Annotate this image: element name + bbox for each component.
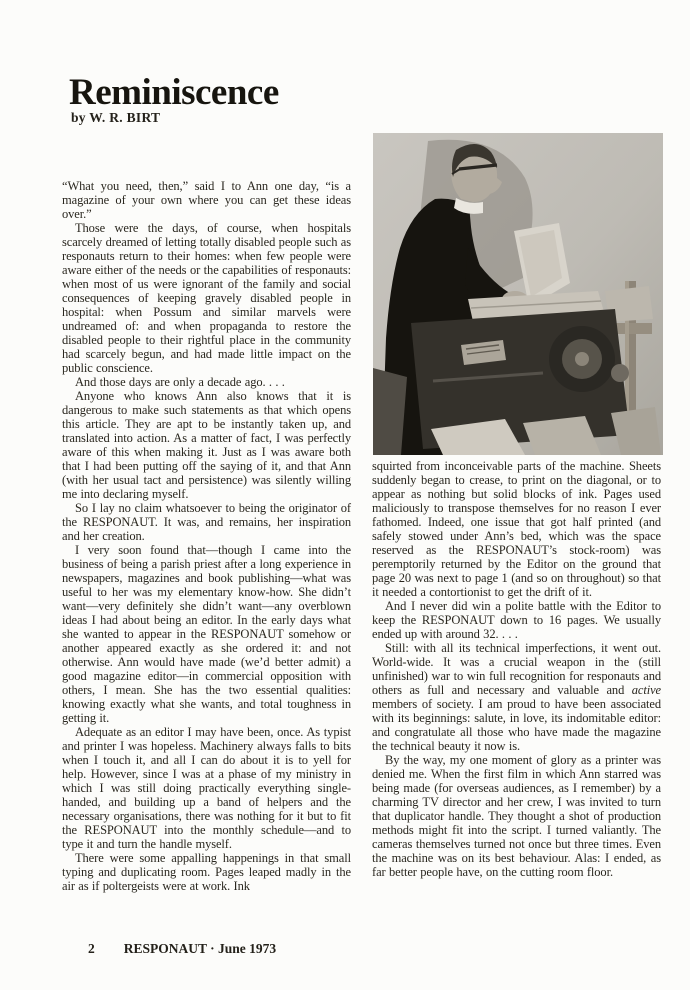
byline: by W. R. BIRT	[71, 110, 161, 125]
left-column	[62, 179, 351, 893]
article-photo	[373, 133, 663, 455]
crank-handle	[611, 364, 629, 382]
paragraph: There were some appalling happenings in that small typing and duplicating room. Pages leaped madly in the air as if poltergeists were at work. Ink	[62, 851, 351, 893]
paragraph: “What you need, then,” said I to Ann one day, “is a magazine of your own where you can get these ideas over.”	[62, 179, 351, 221]
paragraph: So I lay no claim whatsoever to being the originator of the RESPONAUT. It was, and remains, her inspiration and her creation.	[62, 501, 351, 543]
page-number: 2	[88, 941, 95, 956]
page-title: Reminiscence	[69, 71, 279, 113]
paragraph: I very soon found that—though I came into the business of being a parish priest after a long experience in newspapers, magazines and book publishing—what was useful to her was my elementary know-how. She didn’t want—very definitely she didn’t want—any overblown ideas I had about being an editor. In the early days what she wanted to appear in the RESPONAUT somehow or another appeared exactly as she ordered it: and not otherwise. Ann would have made (we’d better admit) a good magazine editor—in commercial opposition with others, I mean. She has the two essential qualities: knowing exactly what she wants, and total toughness in getting it.	[62, 543, 351, 725]
paragraph: And those days are only a decade ago. . . .	[75, 375, 285, 389]
right-column	[372, 459, 661, 879]
paragraph	[372, 641, 661, 753]
magazine-imprint: RESPONAUT · June 1973	[123, 941, 277, 956]
machine-drum-hub	[575, 352, 589, 366]
paragraph: Adequate as an editor I may have been, once. As typist and printer I was hopeless. Machinery always falls to bits when I touch it, and all I can do about it is to yell for help. However, since I was at a phase of my ministry in which I was still doing practically everything single-handed, and building up a band of helpers and the necessary organisations, there was nothing for it but to fit the RESPONAUT into the monthly schedule—and to type it and turn the handle myself.	[62, 725, 351, 851]
paragraph-text: members of society. I am proud to have been associated with its beginnings: salute, in love, its indomitable editor: and congratulate all those who have made the magazine the technical beauty it now is.	[372, 697, 661, 753]
emphasized-word: active	[631, 683, 661, 697]
paragraph: squirted from inconceivable parts of the machine. Sheets suddenly began to crease, to print on the diagonal, or to appear as nothing but solid blocks of ink. Pages used maliciously to transpose themselves for no reason I ever fathomed. Indeed, one issue that got half printed (and safely stowed under Ann’s bed, which was the space reserved as the RESPONAUT’s stock-room) was peremptorily returned by the Editor on the ground that page 20 was next to page 1 (and so on throughout) so that it needed a contortionist to get the drift of it.	[372, 459, 661, 599]
page-footer	[88, 941, 276, 957]
paragraph: By the way, my one moment of glory as a printer was denied me. When the first film in which Ann starred was being made (for overseas audiences, as I remember) by a charming TV director and her crew, I was invited to turn that duplicator handle. They thought a shot of production methods might fit into the script. I turned valiantly. The cameras themselves turned not once but three times. Even the machine was on its best behaviour. Alas: I ended, as far better people have, on the cutting room floor.	[372, 753, 661, 879]
paragraph: And I never did win a polite battle with the Editor to keep the RESPONAUT down to 16 pages. We usually ended up with around 32. . . .	[372, 599, 661, 641]
floor-shadow	[373, 368, 407, 455]
paragraph-text: Still: with all its technical imperfections, it went out. World-wide. It was a crucial weapon in the (still unfinished) war to win full recognition for responauts and others as full and necessary and valuable and	[372, 641, 661, 697]
paragraph: Those were the days, of course, when hospitals scarcely dreamed of letting totally disabled people such as responauts return to their homes: when few people were aware either of the needs or the capabilities of responauts: when most of us were ignorant of the family and social consequences of keeping gravely disabled people in hospital: when Possum and similar marvels were undreamed of: and when propaganda to restore the disabled people to their rightful place in the community had scarcely begun, and had made little impact on the public conscience.	[62, 221, 351, 375]
priest-photo-illustration	[373, 133, 663, 455]
paragraph: Anyone who knows Ann also knows that it is dangerous to make such statements as that which opens this article. They are apt to be instantly taken up, and translated into action. As a matter of fact, I was perfectly aware of this when making it. Just as I was aware both that I had been putting off the saying of it, and that Ann (with her usual tact and persistence) was silently willing me into declaring myself.	[62, 389, 351, 501]
